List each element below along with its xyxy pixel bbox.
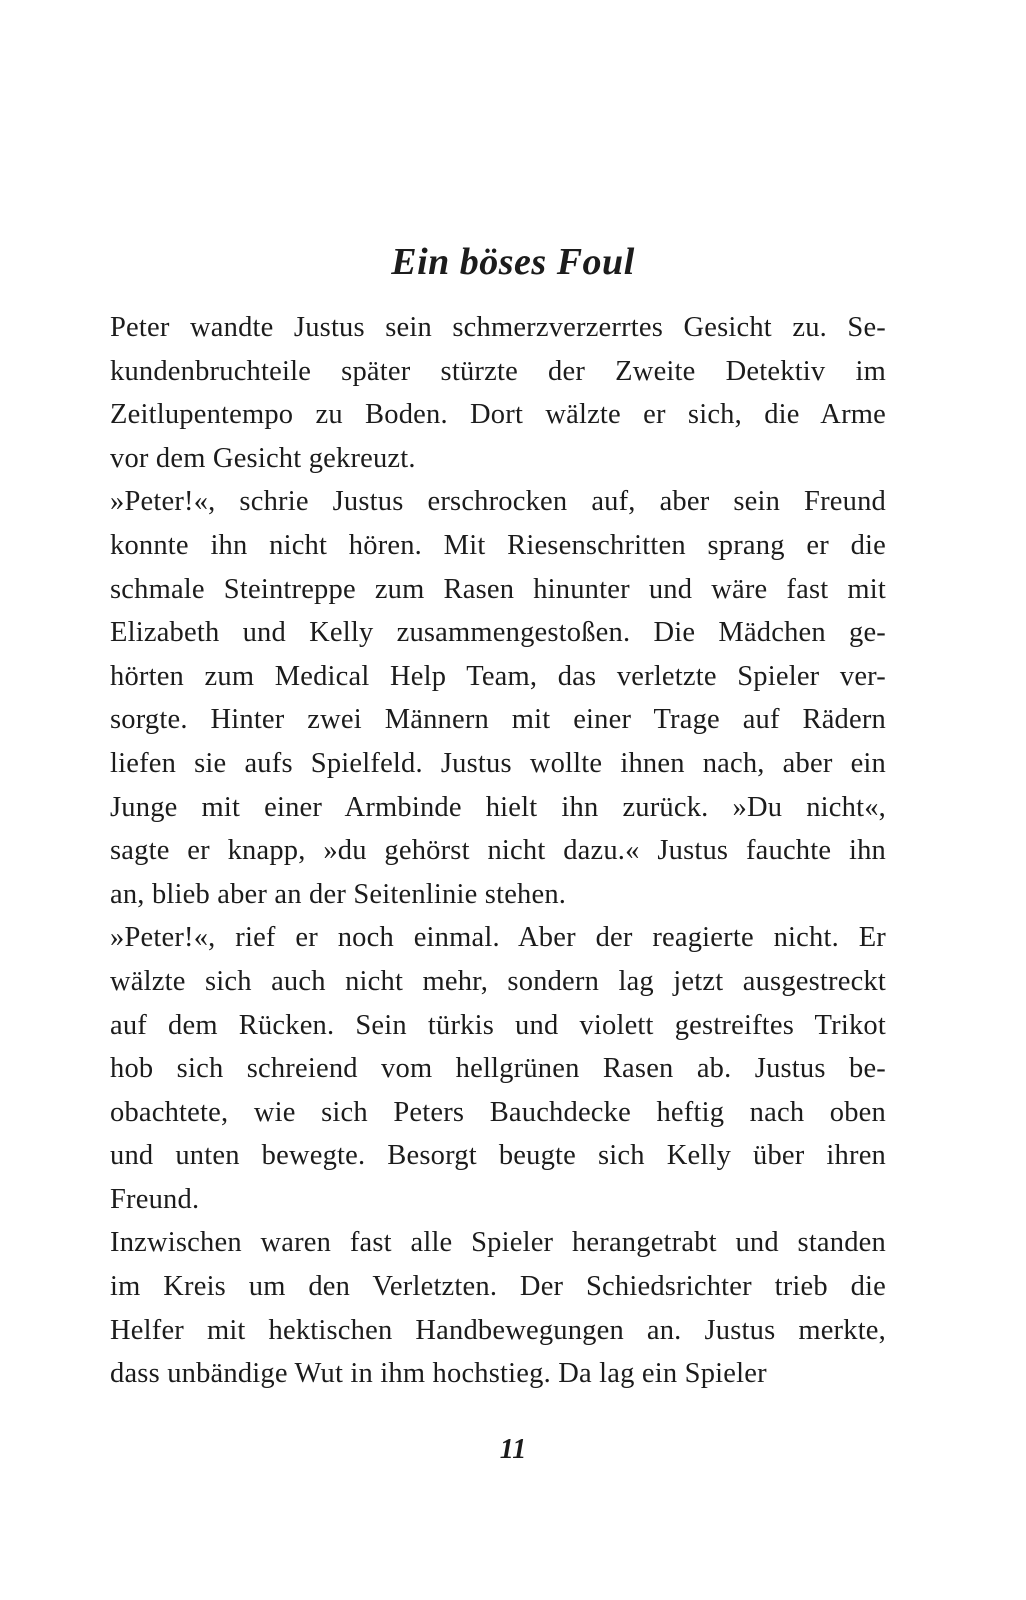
- paragraph: [110, 916, 886, 1221]
- text-line: Freund.: [110, 1183, 200, 1215]
- text-line: vor dem Gesicht gekreuzt.: [110, 442, 416, 474]
- text-line: hörten zum Medical Help Team, das verletzte Spieler ver-: [110, 660, 886, 692]
- text-line: »Peter!«, schrie Justus erschrocken auf, aber sein Freund: [110, 486, 886, 518]
- text-line: Junge mit einer Armbinde hielt ihn zurück. »Du nicht«,: [110, 791, 886, 823]
- text-line: an, blieb aber an der Seitenlinie stehen.: [110, 878, 567, 910]
- text-line: Elizabeth und Kelly zusammengestoßen. Die Mädchen ge-: [110, 617, 886, 649]
- text-line: auf dem Rücken. Sein türkis und violett gestreiftes Trikot: [110, 1009, 886, 1041]
- text-line: im Kreis um den Verletzten. Der Schiedsrichter trieb die: [110, 1271, 886, 1303]
- text-line: Inzwischen waren fast alle Spieler herangetrabt und standen: [110, 1227, 886, 1259]
- paragraph: [110, 1221, 886, 1395]
- text-line: wälzte sich auch nicht mehr, sondern lag jetzt ausgestreckt: [110, 965, 886, 997]
- text-line: Helfer mit hektischen Handbewegungen an. Justus merkte,: [110, 1314, 886, 1346]
- paragraph: [110, 306, 886, 480]
- text-line: kundenbruchteile später stürzte der Zweite Detektiv im: [110, 355, 886, 387]
- page-number: 11: [499, 1434, 527, 1465]
- text-line: »Peter!«, rief er noch einmal. Aber der reagierte nicht. Er: [110, 922, 886, 954]
- text-line: schmale Steintreppe zum Rasen hinunter und wäre fast mit: [110, 573, 886, 605]
- text-line: Zeitlupentempo zu Boden. Dort wälzte er sich, die Arme: [110, 399, 886, 431]
- chapter-title: Ein böses Foul: [391, 241, 635, 284]
- page-body: [110, 306, 886, 1396]
- text-line: hob sich schreiend vom hellgrünen Rasen ab. Justus be-: [110, 1053, 886, 1085]
- text-line: Peter wandte Justus sein schmerzverzerrtes Gesicht zu. Se-: [110, 312, 886, 343]
- text-line: und unten bewegte. Besorgt beugte sich Kelly über ihren: [110, 1140, 886, 1172]
- paragraph: [110, 480, 886, 916]
- text-line: sorgte. Hinter zwei Männern mit einer Trage auf Rädern: [110, 704, 886, 736]
- text-line: dass unbändige Wut in ihm hochstieg. Da lag ein Spieler: [110, 1358, 767, 1390]
- text-line: sagte er knapp, »du gehörst nicht dazu.« Justus fauchte ihn: [110, 835, 886, 867]
- text-line: obachtete, wie sich Peters Bauchdecke heftig nach oben: [110, 1096, 886, 1128]
- text-line: liefen sie aufs Spielfeld. Justus wollte ihnen nach, aber ein: [110, 747, 886, 779]
- text-line: konnte ihn nicht hören. Mit Riesenschritten sprang er die: [110, 529, 886, 561]
